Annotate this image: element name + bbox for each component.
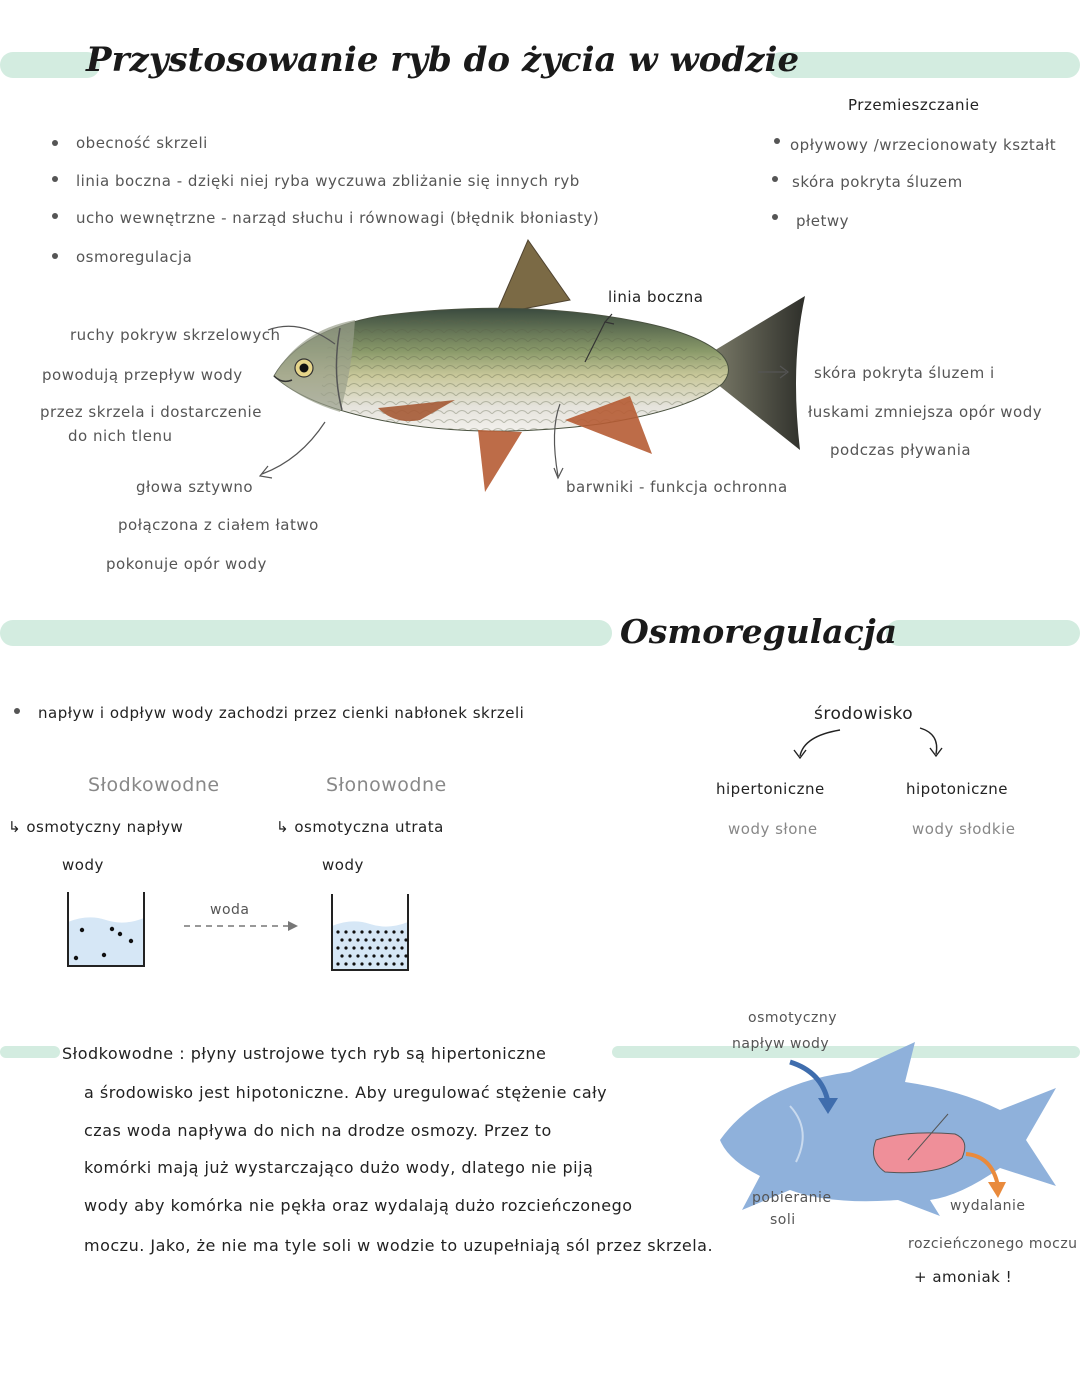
freshwater-line2: wody [62,856,104,874]
excretion-label-1: wydalanie [950,1198,1026,1214]
environment-left-sub: wody słone [728,820,818,838]
pigments-note: barwniki - funkcja ochronna [566,478,788,496]
lateral-line-label: linia boczna [608,288,704,306]
movement-heading: Przemieszczanie [848,96,980,114]
skin-note-2: łuskami zmniejsza opór wody [808,403,1043,421]
excretion-label-2: rozcieńczonego moczu [908,1236,1078,1252]
salt-label-1: pobieranie [752,1190,832,1206]
head-note-3: pokonuje opór wody [106,555,267,573]
osmotic-label-2: napływ wody [732,1036,830,1052]
bullet-gills: obecność skrzeli [76,134,208,152]
skin-note-3: podczas pływania [830,441,972,459]
bullet-osmoregulation: osmoregulacja [76,248,193,266]
salt-label-2: soli [770,1212,796,1228]
ammonia-label: + amoniak ! [914,1268,1013,1286]
freshwater-line1: ↳ osmotyczny napływ [8,818,184,836]
water-arrow-label: woda [210,902,250,918]
gills-note-4: do nich tlenu [68,427,173,445]
environment-heading: środowisko [814,704,914,724]
head-note-1: głowa sztywno [136,478,254,496]
environment-right-label: hipotoniczne [906,780,1008,798]
skin-note-1: skóra pokryta śluzem i [814,364,995,382]
gills-note-2: powodują przepływ wody [42,366,243,384]
movement-skin: skóra pokryta śluzem [792,173,963,191]
head-note-2: połączona z ciałem łatwo [118,516,319,534]
freshwater-text-4: komórki mają już wystarczająco dużo wody, dlatego nie piją [84,1158,594,1177]
gills-note-3: przez skrzela i dostarczenie [40,403,262,421]
bullet-inner-ear: ucho wewnętrzne - narząd słuchu i równowagi (błędnik błoniasty) [76,209,600,227]
environment-right-sub: wody słodkie [912,820,1016,838]
movement-fins: płetwy [796,212,850,230]
saltwater-line1: ↳ osmotyczna utrata [276,818,444,836]
saltwater-line2: wody [322,856,364,874]
freshwater-text-6: moczu. Jako, że nie ma tyle soli w wodzie to uzupełniają sól przez skrzela. [84,1236,714,1255]
environment-left-label: hipertoniczne [716,780,825,798]
page-title: Przystosowanie ryb do życia w wodzie [86,40,800,80]
freshwater-heading: Słodkowodne [88,774,220,796]
bullet-lateral-line: linia boczna - dzięki niej ryba wyczuwa zbliżanie się innych ryb [76,172,580,190]
freshwater-text-2: a środowisko jest hipotoniczne. Aby uregulować stężenie cały [84,1083,608,1102]
movement-shape: opływowy /wrzecionowaty kształt [790,136,1057,154]
osmotic-label-1: osmotyczny [748,1010,838,1026]
saltwater-heading: Słonowodne [326,774,447,796]
freshwater-text-1: Słodkowodne : płyny ustrojowe tych ryb są hipertoniczne [62,1044,547,1063]
osmo-bullet: napływ i odpływ wody zachodzi przez cienki nabłonek skrzeli [38,704,525,722]
freshwater-text-3: czas woda napływa do nich na drodze osmozy. Przez to [84,1121,552,1140]
freshwater-text-5: wody aby komórka nie pękła oraz wydalają dużo rozcieńczonego [84,1196,633,1215]
gills-note-1: ruchy pokryw skrzelowych [70,326,281,344]
osmoregulation-title: Osmoregulacja [620,612,898,651]
